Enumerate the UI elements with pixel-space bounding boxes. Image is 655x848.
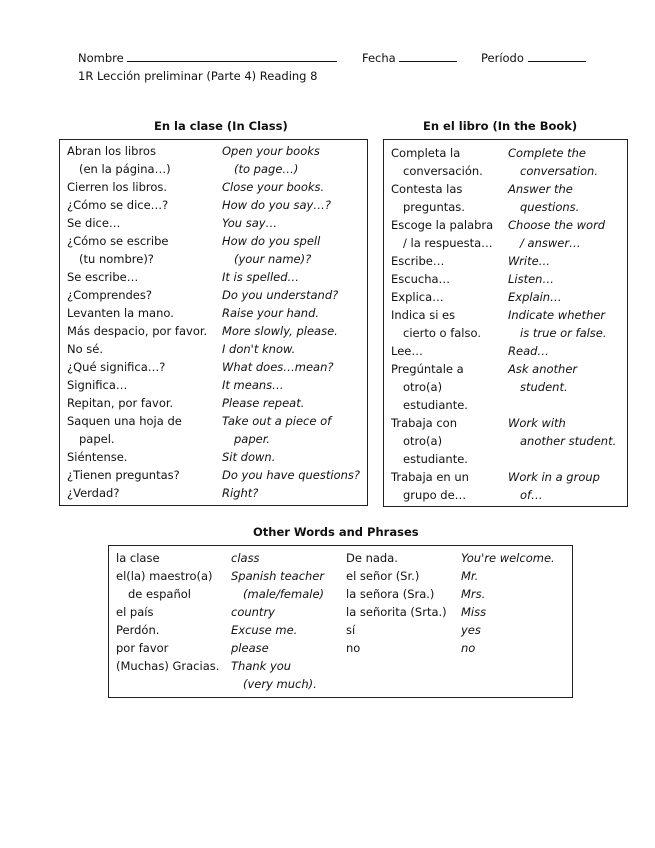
in-class-english-text: I don't know. [222, 342, 296, 356]
in-class-english-text: Right? [222, 486, 259, 500]
in-book-spanish-text: Lee… [391, 344, 423, 358]
in-class-row [60, 396, 367, 414]
in-class-english-text: More slowly, please. [222, 324, 338, 338]
in-class-english-text: Please repeat. [222, 396, 305, 410]
other-words-title: Other Words and Phrases [253, 525, 419, 539]
in-book-spanish-text: Pregúntale a [391, 362, 464, 376]
lesson-subtitle: 1R Lección preliminar (Parte 4) Reading 8 [78, 69, 318, 83]
in-book-spanish-text: preguntas. [403, 200, 465, 214]
other-left-english-text: country [231, 605, 275, 619]
in-class-row [60, 180, 367, 198]
in-class-spanish-text: ¿Tienen preguntas? [67, 468, 180, 482]
other-left-row [109, 659, 572, 695]
in-class-spanish-text: ¿Qué significa…? [67, 360, 166, 374]
other-right-spanish-text: la señora (Sra.) [346, 587, 435, 601]
name-blank[interactable] [127, 50, 337, 62]
other-left-spanish-text: el país [116, 605, 154, 619]
in-book-english-text: is true or false. [520, 326, 607, 340]
in-book-english-text: conversation. [520, 164, 598, 178]
other-left-english-text: Spanish teacher [231, 569, 325, 583]
in-class-english-text: Do you have questions? [222, 468, 360, 482]
in-class-english-text: How do you spell [222, 234, 321, 248]
in-class-row [60, 324, 367, 342]
in-book-spanish-text: Escribe… [391, 254, 445, 268]
in-class-spanish-text: Se escribe… [67, 270, 139, 284]
in-class-row [60, 270, 367, 288]
in-class-row [60, 342, 367, 360]
in-class-row [60, 216, 367, 234]
in-book-row [384, 146, 627, 182]
in-book-english-text: Indicate whether [508, 308, 606, 322]
in-book-row [384, 470, 627, 506]
in-book-spanish-text: Escucha… [391, 272, 451, 286]
in-class-row [60, 378, 367, 396]
in-class-row [60, 486, 367, 504]
in-book-row [384, 272, 627, 290]
other-left-english-text: class [231, 551, 260, 565]
in-book-english-text: another student. [520, 434, 617, 448]
in-class-spanish-text: ¿Verdad? [67, 486, 120, 500]
in-book-english-text: Choose the word [508, 218, 606, 232]
in-class-spanish-text: Se dice… [67, 216, 121, 230]
in-book-english-text: Explain… [508, 290, 562, 304]
other-left-english-text: Thank you [231, 659, 292, 673]
in-book-spanish-text: Escoge la palabra [391, 218, 494, 232]
other-right-english-text: no [461, 641, 476, 655]
in-class-spanish-text: Saquen una hoja de [67, 414, 182, 428]
in-class-row [60, 450, 367, 468]
other-left-spanish-text: Perdón. [116, 623, 160, 637]
in-book-english-text: of… [520, 488, 543, 502]
in-book-english-text: Work in a group [508, 470, 600, 484]
in-class-spanish-text: (en la página…) [79, 162, 171, 176]
in-book-box [383, 139, 628, 507]
in-book-spanish-text: conversación. [403, 164, 483, 178]
in-class-english-text: Sit down. [222, 450, 276, 464]
in-book-spanish-text: Indica si es [391, 308, 456, 322]
in-book-english-text: questions. [520, 200, 580, 214]
in-class-english-text: (to page…) [234, 162, 299, 176]
period-line [481, 50, 586, 65]
other-right-row [109, 641, 572, 659]
in-class-english-text: Open your books [222, 144, 320, 158]
in-class-title: En la clase (In Class) [154, 119, 288, 133]
in-book-spanish-text: otro(a) [403, 380, 443, 394]
in-book-row [384, 416, 627, 470]
in-class-spanish-text: Levanten la mano. [67, 306, 174, 320]
in-class-row [60, 198, 367, 216]
other-left-english-text: (very much). [243, 677, 317, 691]
in-class-english-text: paper. [234, 432, 271, 446]
other-right-spanish-text: no [346, 641, 361, 655]
other-left-english-text: Excuse me. [231, 623, 298, 637]
other-right-spanish-text: la señorita (Srta.) [346, 605, 447, 619]
in-class-row [60, 468, 367, 486]
other-left-english-text: please [231, 641, 269, 655]
in-book-english-text: student. [520, 380, 568, 394]
in-class-spanish-text: Abran los libros [67, 144, 156, 158]
in-class-english-text: Take out a piece of [222, 414, 332, 428]
in-class-row [60, 414, 367, 450]
in-class-spanish-text: Siéntense. [67, 450, 128, 464]
in-book-english-text: Work with [508, 416, 566, 430]
in-class-spanish-text: ¿Comprendes? [67, 288, 152, 302]
in-book-row [384, 344, 627, 362]
other-right-row [109, 569, 572, 587]
in-book-title: En el libro (In the Book) [423, 119, 578, 133]
in-book-spanish-text: Trabaja en un [391, 470, 469, 484]
other-right-english-text: Mr. [461, 569, 479, 583]
in-class-english-text: Do you understand? [222, 288, 339, 302]
in-book-spanish-text: Completa la [391, 146, 461, 160]
other-right-spanish-text: sí [346, 623, 356, 637]
in-book-spanish-text: estudiante. [403, 452, 468, 466]
date-line [362, 50, 457, 65]
in-book-row [384, 182, 627, 218]
other-right-row [109, 605, 572, 623]
in-book-english-text: Ask another [508, 362, 578, 376]
in-class-spanish-text: Más despacio, por favor. [67, 324, 208, 338]
in-book-spanish-text: cierto o falso. [403, 326, 481, 340]
in-class-spanish-text: Cierren los libros. [67, 180, 168, 194]
in-book-spanish-text: Contesta las [391, 182, 463, 196]
in-class-english-text: It is spelled… [222, 270, 300, 284]
in-class-english-text: Raise your hand. [222, 306, 320, 320]
in-book-english-text: Listen… [508, 272, 554, 286]
in-class-box [59, 139, 368, 506]
in-book-row [384, 290, 627, 308]
in-class-row [60, 234, 367, 270]
in-class-spanish-text: No sé. [67, 342, 104, 356]
in-class-spanish-text: papel. [79, 432, 115, 446]
in-class-row [60, 288, 367, 306]
in-class-spanish-text: (tu nombre)? [79, 252, 154, 266]
other-words-box [108, 545, 573, 698]
other-right-english-text: Mrs. [461, 587, 486, 601]
in-class-english-text: It means… [222, 378, 284, 392]
date-label: Fecha [362, 51, 396, 65]
in-book-english-text: / answer… [520, 236, 581, 250]
other-right-row [109, 551, 572, 569]
in-class-english-text: Close your books. [222, 180, 325, 194]
other-left-spanish-text: (Muchas) Gracias. [116, 659, 220, 673]
in-book-english-text: Answer the [508, 182, 573, 196]
name-line [78, 50, 337, 65]
in-book-spanish-text: Trabaja con [391, 416, 458, 430]
name-label: Nombre [78, 51, 124, 65]
in-book-row [384, 254, 627, 272]
other-left-spanish-text: la clase [116, 551, 160, 565]
in-class-row [60, 306, 367, 324]
in-class-spanish-text: ¿Cómo se escribe [67, 234, 169, 248]
in-class-spanish-text: Repitan, por favor. [67, 396, 174, 410]
in-class-row [60, 144, 367, 180]
other-right-spanish-text: De nada. [346, 551, 398, 565]
other-left-spanish-text: por favor [116, 641, 169, 655]
in-class-english-text: How do you say…? [222, 198, 331, 212]
in-class-english-text: What does…mean? [222, 360, 334, 374]
in-book-english-text: Complete the [508, 146, 586, 160]
in-book-english-text: Read… [508, 344, 549, 358]
other-left-spanish-text: de español [128, 587, 191, 601]
in-class-spanish-text: ¿Cómo se dice…? [67, 198, 169, 212]
other-right-row [109, 587, 572, 605]
in-class-english-text: You say… [222, 216, 278, 230]
in-class-english-text: (your name)? [234, 252, 312, 266]
other-right-row [109, 623, 572, 641]
in-book-spanish-text: / la respuesta… [403, 236, 493, 250]
other-right-spanish-text: el señor (Sr.) [346, 569, 420, 583]
in-book-row [384, 362, 627, 416]
other-right-english-text: yes [461, 623, 481, 637]
in-class-row [60, 360, 367, 378]
in-book-spanish-text: otro(a) [403, 434, 443, 448]
in-class-spanish-text: Significa… [67, 378, 128, 392]
other-right-english-text: You're welcome. [461, 551, 555, 565]
in-book-english-text: Write… [508, 254, 551, 268]
other-left-english-text: (male/female) [243, 587, 325, 601]
date-blank[interactable] [399, 50, 457, 62]
other-right-english-text: Miss [461, 605, 487, 619]
period-label: Período [481, 51, 524, 65]
in-book-spanish-text: estudiante. [403, 398, 468, 412]
period-blank[interactable] [528, 50, 586, 62]
in-book-spanish-text: grupo de… [403, 488, 467, 502]
in-book-row [384, 218, 627, 254]
in-book-spanish-text: Explica… [391, 290, 444, 304]
other-left-spanish-text: el(la) maestro(a) [116, 569, 213, 583]
in-book-row [384, 308, 627, 344]
